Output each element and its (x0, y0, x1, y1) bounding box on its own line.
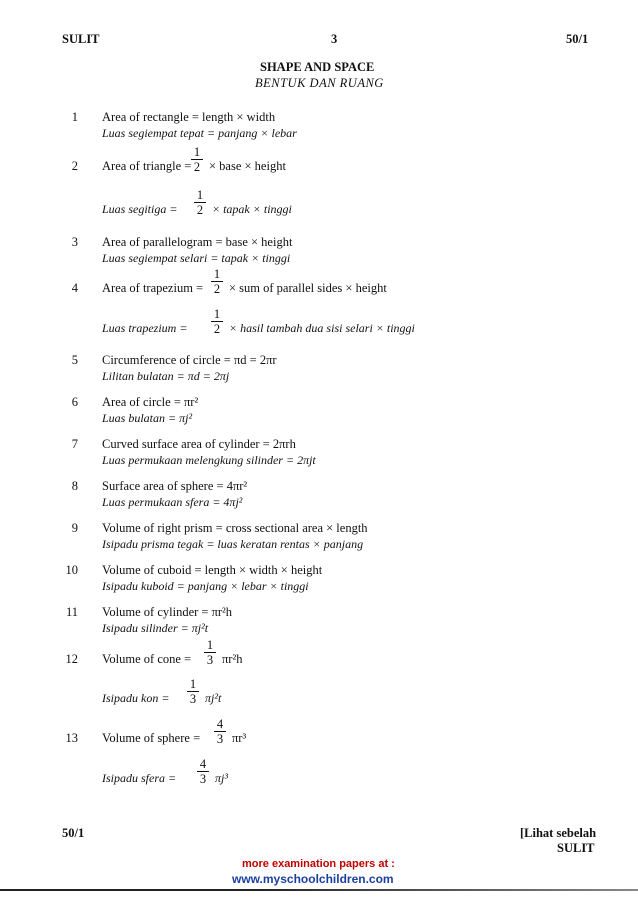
formula-malay-rest: × tapak × tinggi (212, 202, 292, 216)
formula-malay-rest: πj²t (205, 691, 222, 705)
item-number: 13 (65, 731, 78, 745)
formula-malay: Isipadu silinder = πj²t (102, 621, 209, 635)
website-link[interactable]: www.myschoolchildren.com (232, 872, 394, 886)
fraction-four-thirds (214, 718, 226, 745)
formula-malay-rest: × hasil tambah dua sisi selari × tinggi (229, 321, 415, 335)
formula-english: Curved surface area of cylinder = 2πrh (102, 437, 296, 451)
item-number: 4 (71, 281, 78, 295)
formula-english: Volume of cuboid = length × width × height (102, 563, 323, 577)
formula-english-rest: × base × height (209, 159, 286, 173)
fraction-one-half (194, 189, 206, 216)
promo-text: more examination papers at : (242, 858, 395, 870)
fraction-numerator: 4 (216, 717, 224, 731)
formula-malay-lead: Isipadu kon = (102, 691, 170, 705)
formula-malay: Luas permukaan sfera = 4πj² (102, 495, 243, 509)
section-subtitle: BENTUK DAN RUANG (255, 76, 384, 90)
formula-malay: Luas permukaan melengkung silinder = 2πjt (102, 453, 316, 467)
fraction-one-half (211, 308, 223, 335)
formula-english: Area of circle = πr² (102, 395, 199, 409)
item-number: 3 (71, 235, 78, 249)
formula-english-rest: × sum of parallel sides × height (229, 281, 387, 295)
item-number: 10 (65, 563, 78, 577)
fraction-numerator: 1 (213, 307, 221, 321)
section-title: SHAPE AND SPACE (260, 60, 375, 74)
footer-paper-code: 50/1 (62, 826, 85, 840)
fraction-numerator: 1 (196, 188, 204, 202)
fraction-one-third (204, 639, 216, 666)
formula-malay: Isipadu prisma tegak = luas keratan rentas × panjang (102, 537, 364, 551)
formula-malay: Isipadu kuboid = panjang × lebar × tinggi (102, 579, 309, 593)
fraction-one-half (211, 268, 223, 295)
formula-malay-rest: πj³ (215, 771, 228, 785)
fraction-four-thirds (197, 758, 209, 785)
formula-english-rest: πr³ (232, 731, 247, 745)
fraction-denominator: 2 (196, 203, 204, 217)
formula-malay-lead: Luas segitiga = (102, 202, 178, 216)
footer-sulit: SULIT (557, 841, 595, 855)
item-number: 2 (71, 159, 78, 173)
formula-malay: Luas segiempat selari = tapak × tinggi (102, 251, 291, 265)
item-number: 8 (71, 479, 78, 493)
item-number: 5 (71, 353, 78, 367)
formula-english: Circumference of circle = πd = 2πr (102, 353, 277, 367)
formula-english: Volume of cylinder = πr²h (102, 605, 233, 619)
item-number: 6 (71, 395, 78, 409)
item-number: 7 (71, 437, 78, 451)
fraction-one-half (191, 146, 203, 173)
formula-malay-lead: Isipadu sfera = (102, 771, 177, 785)
fraction-denominator: 2 (213, 282, 221, 296)
fraction-numerator: 1 (193, 145, 201, 159)
item-number: 1 (71, 110, 78, 124)
formula-english-rest: πr²h (222, 652, 243, 666)
fraction-numerator: 1 (213, 267, 221, 281)
fraction-numerator: 1 (206, 638, 214, 652)
fraction-denominator: 2 (193, 160, 201, 174)
formula-malay-lead: Luas trapezium = (102, 321, 188, 335)
item-number: 11 (65, 605, 78, 619)
fraction-denominator: 3 (199, 772, 207, 786)
formula-malay: Luas bulatan = πj² (102, 411, 193, 425)
header-sulit: SULIT (62, 32, 100, 46)
fraction-denominator: 3 (216, 732, 224, 746)
fraction-numerator: 1 (189, 677, 197, 691)
formula-english: Area of rectangle = length × width (102, 110, 276, 124)
bottom-rule (0, 889, 638, 891)
fraction-denominator: 2 (213, 322, 221, 336)
item-number: 12 (65, 652, 78, 666)
formula-english-lead: Volume of cone = (102, 652, 192, 666)
fraction-denominator: 3 (189, 692, 197, 706)
page-number: 3 (331, 32, 338, 46)
fraction-denominator: 3 (206, 653, 214, 667)
formula-english: Volume of right prism = cross sectional area × length (102, 521, 368, 535)
item-number: 9 (71, 521, 78, 535)
formula-malay: Luas segiempat tepat = panjang × lebar (102, 126, 297, 140)
fraction-one-third (187, 678, 199, 705)
fraction-numerator: 4 (199, 757, 207, 771)
formula-english-lead: Volume of sphere = (102, 731, 201, 745)
formula-english: Surface area of sphere = 4πr² (102, 479, 248, 493)
formula-english-lead: Area of triangle = (102, 159, 192, 173)
formula-malay: Lilitan bulatan = πd = 2πj (102, 369, 230, 383)
formula-english: Area of parallelogram = base × height (102, 235, 293, 249)
footer-turn-over: [Lihat sebelah (520, 826, 597, 840)
formula-english-lead: Area of trapezium = (102, 281, 204, 295)
header-paper-code: 50/1 (566, 32, 589, 46)
